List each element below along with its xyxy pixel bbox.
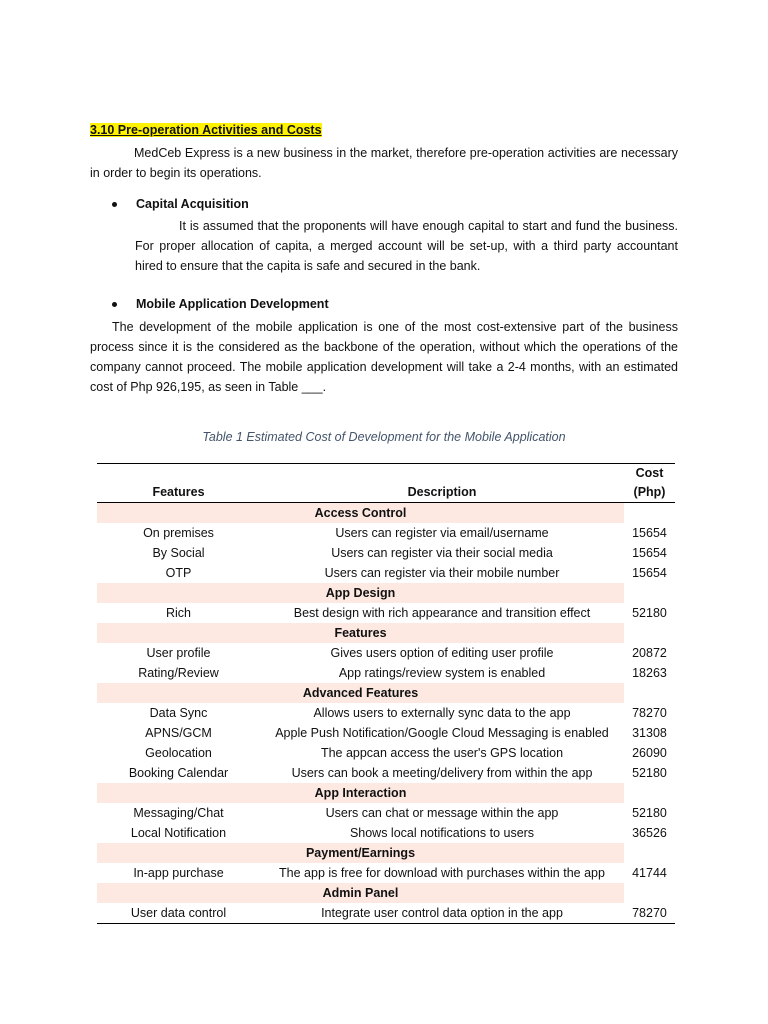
group-cost-blank	[624, 583, 675, 603]
group-name: Payment/Earnings	[97, 843, 624, 863]
cost-cell: 41744	[632, 866, 667, 880]
group-name: App Interaction	[97, 783, 624, 803]
group-name: Features	[97, 623, 624, 643]
cost-cell: 18263	[632, 666, 667, 680]
table-row	[97, 743, 675, 763]
description-cell: Users can register via their mobile number	[324, 566, 560, 580]
feature-cell: Rich	[165, 606, 191, 620]
intro-paragraph: MedCeb Express is a new business in the market, therefore pre-operation activities are necessary in order to begin its operations.	[90, 146, 678, 180]
group-name: Access Control	[97, 503, 624, 524]
cost-cell: 52180	[632, 806, 667, 820]
bullet-mobile-app-development	[112, 297, 329, 311]
description-cell: Users can chat or message within the app	[325, 806, 559, 820]
cost-cell: 36526	[632, 826, 667, 840]
table-group-row	[97, 583, 675, 603]
feature-cell: By Social	[152, 546, 205, 560]
feature-cell: Messaging/Chat	[133, 806, 224, 820]
group-name: App Design	[97, 583, 624, 603]
cost-cell: 52180	[632, 766, 667, 780]
cost-table	[97, 463, 675, 924]
table-row	[97, 643, 675, 663]
description-cell: The appcan access the user's GPS location	[320, 746, 564, 760]
table-row	[97, 703, 675, 723]
table-row	[97, 863, 675, 883]
capital-paragraph: It is assumed that the proponents will have enough capital to start and fund the business. For proper allocation of capita, a merged account will be set-up, with a third party accountant hired to ensure that the capita is safe and secured in the bank.	[135, 219, 678, 273]
feature-cell: User profile	[146, 646, 211, 660]
table-group-row	[97, 503, 675, 524]
description-cell: The app is free for download with purchases within the app	[279, 866, 605, 880]
description-cell: Best design with rich appearance and transition effect	[293, 606, 591, 620]
header-cost-line2: (Php)	[633, 485, 666, 499]
feature-cell: Geolocation	[145, 746, 212, 760]
table-row	[97, 603, 675, 623]
feature-cell: Rating/Review	[138, 666, 219, 680]
table-row	[97, 523, 675, 543]
table-group-row	[97, 843, 675, 863]
table-group-row	[97, 623, 675, 643]
header-cost-line1: Cost	[635, 466, 664, 480]
header-cost	[624, 464, 675, 503]
table-group-row	[97, 683, 675, 703]
bullet-title: Capital Acquisition	[136, 197, 249, 211]
feature-cell: On premises	[143, 526, 214, 540]
description-cell: Shows local notifications to users	[349, 826, 535, 840]
description-cell: Users can register via their social media	[331, 546, 553, 560]
group-cost-blank	[624, 843, 675, 863]
feature-cell: In-app purchase	[133, 866, 224, 880]
group-cost-blank	[624, 623, 675, 643]
description-cell: Apple Push Notification/Google Cloud Messaging is enabled	[275, 726, 609, 740]
cost-cell: 78270	[632, 706, 667, 720]
cost-cell: 15654	[632, 526, 667, 540]
group-cost-blank	[624, 883, 675, 903]
cost-cell: 20872	[632, 646, 667, 660]
table-caption: Table 1 Estimated Cost of Development for the Mobile Application	[202, 430, 566, 444]
header-features: Features	[152, 485, 205, 499]
group-cost-blank	[624, 503, 675, 524]
table-row	[97, 763, 675, 783]
table-row	[97, 723, 675, 743]
table-row	[97, 903, 675, 924]
feature-cell: OTP	[165, 566, 192, 580]
feature-cell: APNS/GCM	[145, 726, 212, 740]
cost-cell: 52180	[632, 606, 667, 620]
group-name: Advanced Features	[97, 683, 624, 703]
bullet-dot-icon	[112, 202, 117, 207]
table-header-row	[97, 464, 675, 503]
table-group-row	[97, 883, 675, 903]
cost-cell: 26090	[632, 746, 667, 760]
description-cell: Gives users option of editing user profile	[330, 646, 554, 660]
table-row	[97, 803, 675, 823]
table-row	[97, 543, 675, 563]
bullet-dot-icon	[112, 302, 117, 307]
mobile-dev-paragraph: The development of the mobile application is one of the most cost-extensive part of the business process since it is the considered as the backbone of the operation, without which the operations of the company cannot proceed. The mobile application development will take a 2-4 months, with an estimated cost of Php 926,195, as seen in Table ___.	[90, 320, 678, 394]
table-group-row	[97, 783, 675, 803]
description-cell: Integrate user control data option in the app	[321, 906, 563, 920]
feature-cell: User data control	[130, 906, 227, 920]
description-cell: Users can book a meeting/delivery from within the app	[291, 766, 593, 780]
highlighted-heading-text: 3.10 Pre-operation Activities and Costs	[90, 123, 322, 137]
cost-cell: 78270	[632, 906, 667, 920]
bullet-title: Mobile Application Development	[136, 297, 329, 311]
cost-cell: 15654	[632, 566, 667, 580]
group-cost-blank	[624, 683, 675, 703]
description-cell: Allows users to externally sync data to the app	[313, 706, 571, 720]
cost-cell: 15654	[632, 546, 667, 560]
group-name: Admin Panel	[97, 883, 624, 903]
description-cell: Users can register via email/username	[335, 526, 549, 540]
feature-cell: Booking Calendar	[128, 766, 229, 780]
table-row	[97, 563, 675, 583]
table-row	[97, 823, 675, 843]
section-heading	[90, 123, 322, 137]
bullet-capital-acquisition	[112, 197, 249, 211]
table-body	[97, 503, 675, 924]
feature-cell: Data Sync	[149, 706, 208, 720]
group-cost-blank	[624, 783, 675, 803]
cost-cell: 31308	[632, 726, 667, 740]
header-description: Description	[407, 485, 477, 499]
table-row	[97, 663, 675, 683]
description-cell: App ratings/review system is enabled	[338, 666, 546, 680]
feature-cell: Local Notification	[130, 826, 227, 840]
